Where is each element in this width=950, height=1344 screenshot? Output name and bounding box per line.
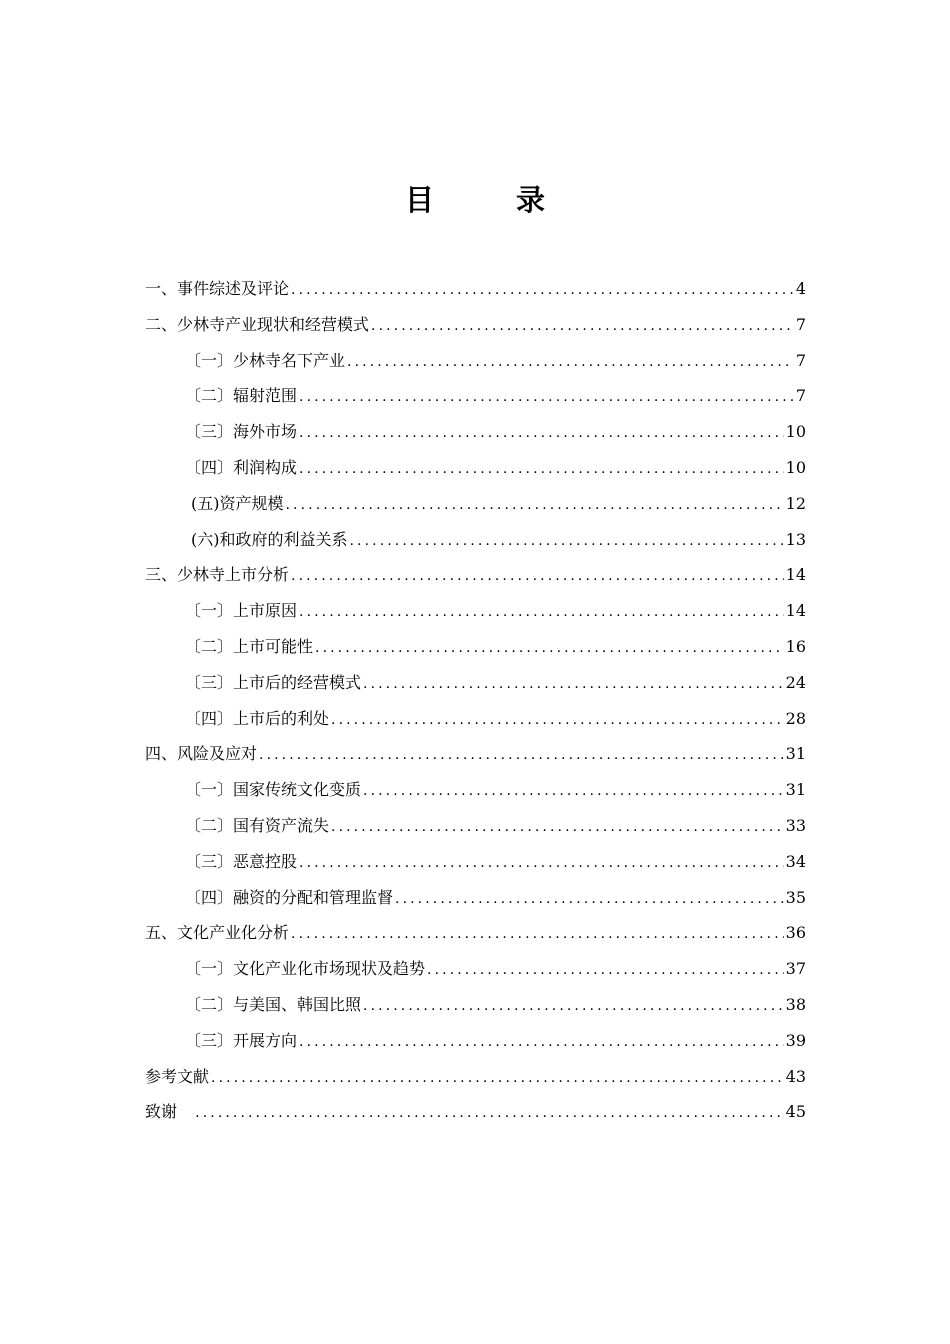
toc-dot-leader xyxy=(331,810,784,846)
toc-entry-label: 致谢 xyxy=(145,1102,178,1122)
toc-entry-label: 〔二〕上市可能性 xyxy=(185,636,314,656)
toc-page-number: 12 xyxy=(785,493,806,513)
table-of-contents xyxy=(145,271,806,1130)
toc-dot-leader xyxy=(299,380,794,416)
toc-dot-leader xyxy=(315,631,784,667)
toc-entry-label: 〔一〕国家传统文化变质 xyxy=(185,780,362,800)
toc-entry[interactable] xyxy=(145,271,806,307)
toc-entry[interactable] xyxy=(145,808,806,844)
page-title: 目 录 xyxy=(404,183,582,217)
toc-dot-leader xyxy=(427,953,784,989)
toc-dot-leader xyxy=(299,416,784,452)
toc-entry-label: 〔四〕利润构成 xyxy=(185,457,298,477)
toc-entry[interactable] xyxy=(145,701,806,737)
toc-entry[interactable] xyxy=(145,1023,806,1059)
toc-entry[interactable] xyxy=(145,665,806,701)
toc-dot-leader xyxy=(299,1025,784,1061)
toc-page-number: 10 xyxy=(785,422,806,442)
toc-page-number: 4 xyxy=(795,279,806,298)
toc-entry-label: 〔二〕辐射范围 xyxy=(185,386,298,406)
toc-dot-leader xyxy=(331,703,784,739)
toc-entry[interactable] xyxy=(145,343,806,379)
toc-page-number: 14 xyxy=(785,601,806,621)
toc-page-number: 7 xyxy=(795,386,806,406)
toc-page-number: 34 xyxy=(785,851,806,871)
toc-entry[interactable] xyxy=(145,880,806,916)
toc-page-number: 16 xyxy=(785,636,806,656)
toc-dot-leader xyxy=(195,1096,783,1132)
toc-page-number: 39 xyxy=(785,1030,806,1050)
toc-entry[interactable] xyxy=(145,557,806,593)
toc-entry-label: 参考文献 xyxy=(145,1066,210,1086)
toc-entry[interactable] xyxy=(145,736,806,772)
toc-entry-label: 一、事件综述及评论 xyxy=(145,279,290,298)
toc-entry-label: 〔二〕与美国、韩国比照 xyxy=(185,994,362,1014)
toc-entry[interactable] xyxy=(145,414,806,450)
toc-page-number: 7 xyxy=(795,350,806,370)
toc-dot-leader xyxy=(363,667,784,703)
toc-page-number: 13 xyxy=(785,529,806,549)
toc-page-number: 10 xyxy=(785,457,806,477)
toc-entry[interactable] xyxy=(145,307,806,343)
toc-entry[interactable] xyxy=(145,987,806,1023)
toc-page-number: 35 xyxy=(785,887,806,907)
toc-entry[interactable] xyxy=(145,1094,806,1130)
toc-page-number: 31 xyxy=(785,780,806,800)
toc-page-number: 38 xyxy=(785,994,806,1014)
toc-page-number: 28 xyxy=(785,708,806,728)
toc-entry-label: (五)资产规模 xyxy=(191,493,284,513)
toc-entry[interactable] xyxy=(145,593,806,629)
toc-entry[interactable] xyxy=(145,915,806,951)
toc-entry-label: 〔三〕海外市场 xyxy=(185,422,298,442)
toc-entry-label: 〔三〕上市后的经营模式 xyxy=(185,672,362,692)
toc-page-number: 24 xyxy=(785,672,806,692)
toc-entry-label: 〔三〕开展方向 xyxy=(185,1030,298,1050)
toc-entry-label: 〔三〕恶意控股 xyxy=(185,851,298,871)
toc-dot-leader xyxy=(371,309,794,345)
toc-entry-label: (六)和政府的利益关系 xyxy=(191,529,348,549)
toc-page-number: 33 xyxy=(785,815,806,835)
toc-entry-label: 三、少林寺上市分析 xyxy=(145,565,290,585)
toc-entry-label: 〔四〕上市后的利处 xyxy=(185,708,330,728)
toc-dot-leader xyxy=(291,273,794,309)
toc-entry-label: 五、文化产业化分析 xyxy=(145,923,290,943)
toc-entry-label: 〔四〕融资的分配和管理监督 xyxy=(185,887,394,907)
toc-entry[interactable] xyxy=(145,772,806,808)
toc-dot-leader xyxy=(259,738,784,774)
toc-entry[interactable] xyxy=(145,844,806,880)
toc-entry-label: 四、风险及应对 xyxy=(145,744,258,764)
toc-dot-leader xyxy=(299,846,784,882)
toc-entry[interactable] xyxy=(145,951,806,987)
toc-entry[interactable] xyxy=(145,1059,806,1095)
toc-entry[interactable] xyxy=(145,450,806,486)
toc-dot-leader xyxy=(211,1061,784,1097)
toc-entry-label: 〔二〕国有资产流失 xyxy=(185,815,330,835)
toc-dot-leader xyxy=(395,882,784,918)
toc-entry[interactable] xyxy=(145,629,806,665)
toc-page-number: 7 xyxy=(795,314,806,334)
toc-page-number: 36 xyxy=(785,923,806,943)
toc-dot-leader xyxy=(299,595,784,631)
toc-page-number: 31 xyxy=(785,744,806,764)
toc-page-number: 45 xyxy=(785,1102,806,1122)
toc-entry-label: 〔一〕少林寺名下产业 xyxy=(185,350,346,370)
toc-page-number: 43 xyxy=(785,1066,806,1086)
toc-dot-leader xyxy=(291,917,784,953)
toc-dot-leader xyxy=(350,524,784,560)
toc-dot-leader xyxy=(299,452,784,488)
toc-dot-leader xyxy=(347,345,794,381)
toc-entry[interactable] xyxy=(145,522,806,558)
toc-dot-leader xyxy=(291,559,784,595)
toc-entry-label: 二、少林寺产业现状和经营模式 xyxy=(145,314,370,334)
toc-page-number: 14 xyxy=(785,565,806,585)
toc-entry-label: 〔一〕上市原因 xyxy=(185,601,298,621)
toc-dot-leader xyxy=(363,774,784,810)
toc-entry[interactable] xyxy=(145,486,806,522)
toc-page-number: 37 xyxy=(785,959,806,979)
toc-entry-label: 〔一〕文化产业化市场现状及趋势 xyxy=(185,959,426,979)
toc-dot-leader xyxy=(363,989,784,1025)
toc-dot-leader xyxy=(286,488,784,524)
toc-entry[interactable] xyxy=(145,378,806,414)
